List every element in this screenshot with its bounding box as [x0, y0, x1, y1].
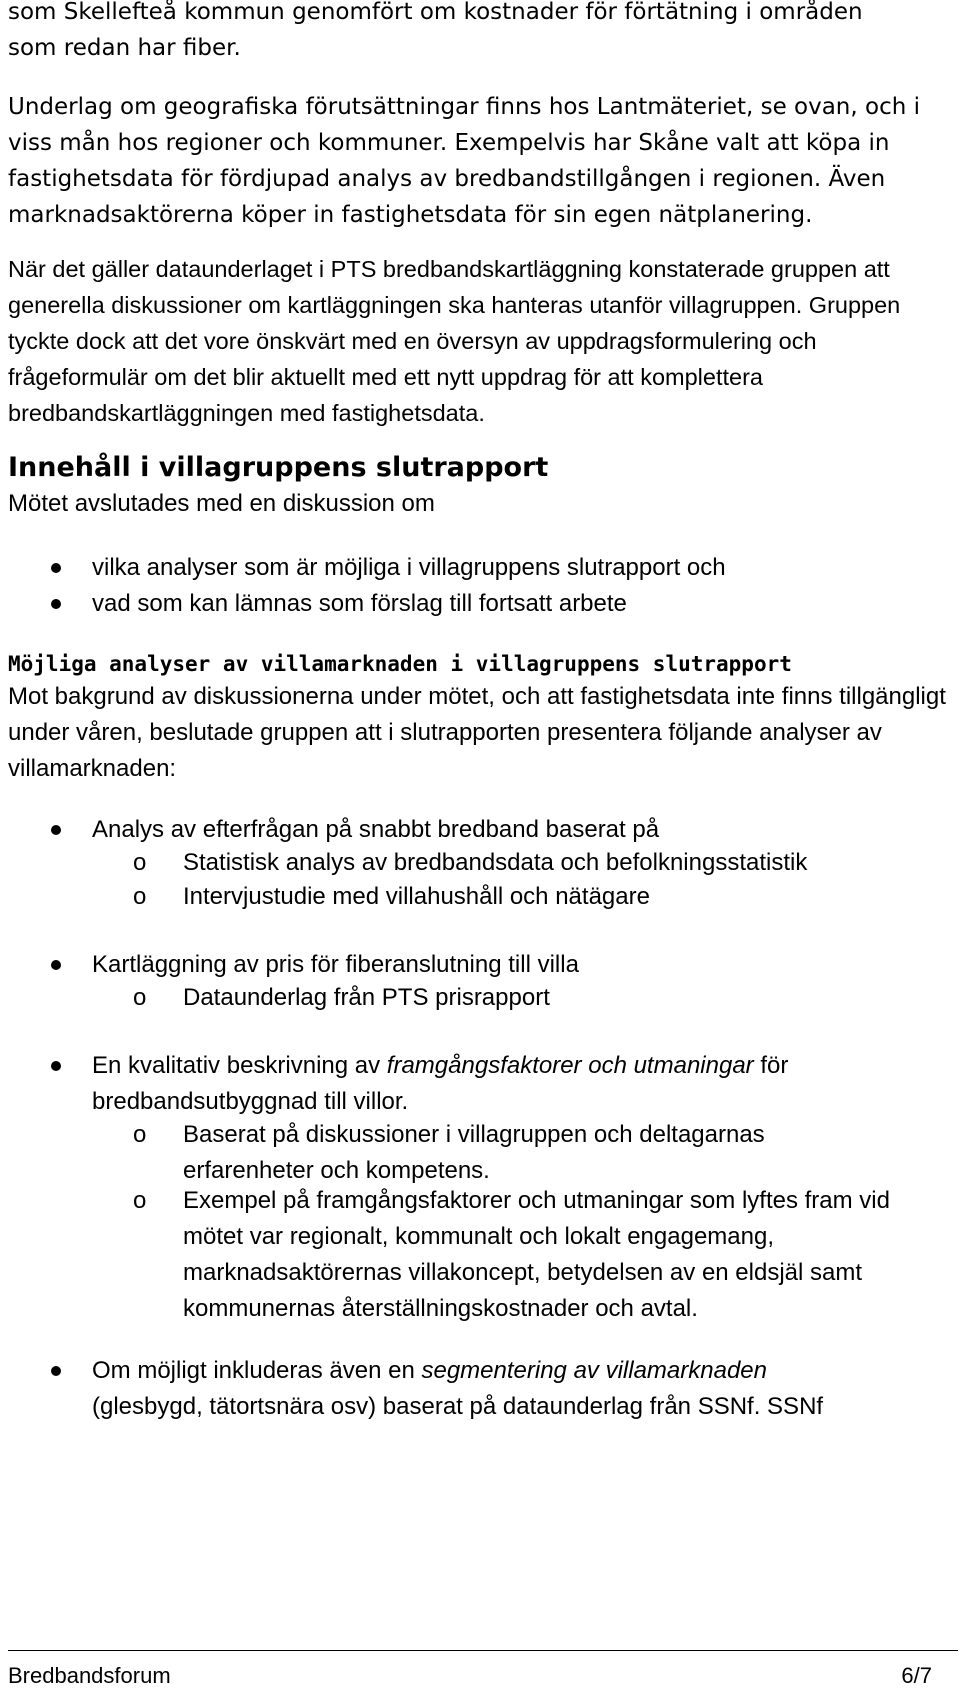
analysis-item: Analys av efterfrågan på snabbt bredband baserat på: [92, 816, 660, 843]
analysis-subitem: Intervjustudie med villahushåll och nätägare: [183, 883, 650, 910]
page-number: 6/7: [901, 1663, 932, 1688]
footer-rule: [8, 1650, 958, 1651]
bullet-dot: [51, 1366, 61, 1376]
item-emphasis: framgångsfaktorer och utmaningar: [386, 1052, 754, 1079]
analysis-item: [92, 1048, 952, 1120]
sub-bullet-marker: o: [133, 1187, 147, 1214]
analysis-item: [92, 1353, 882, 1425]
analysis-intro: Mot bakgrund av diskussionerna under mötet, och att fastighetsdata inte finns tillgängligt under våren, beslutade gruppen att i slutrapporten presentera följande analyser av villamarknaden:: [8, 683, 946, 782]
item-text: för bredbandsutbyggnad till villor.: [92, 1052, 789, 1115]
item-text: En kvalitativ beskrivning av: [92, 1052, 387, 1079]
paragraph-pts: När det gäller dataunderlaget i PTS bredbandskartläggning konstaterade gruppen att generella diskussioner om kartläggningen ska hanteras utanför villagruppen. Gruppen tyckte dock att det vore önskvärt med en översyn av uppdragsformulering och frågeformulär om det blir aktuellt med ett nytt uppdrag för att komplettera bredbandskartläggningen med fastighetsdata.: [8, 256, 901, 426]
sub-bullet-marker: o: [133, 1121, 147, 1148]
sub-bullet-marker: o: [133, 883, 147, 910]
paragraph-underlag: Underlag om geografiska förutsättningar finns hos Lantmäteriet, se ovan, och i viss mån hos regioner och kommuner. Exempelvis har Skåne valt att köpa in fastighetsdata för fördjupad analys av bredbandstillgången i regionen. Även marknadsaktörerna köper in fastighetsdata för sin egen nätplanering.: [8, 94, 921, 228]
analysis-subitem: Dataunderlag från PTS prisrapport: [183, 984, 550, 1011]
discussion-item: vilka analyser som är möjliga i villagruppens slutrapport och: [92, 554, 726, 581]
bullet-dot: [51, 599, 61, 609]
sub-bullet-marker: o: [133, 849, 147, 876]
paragraph-line: som Skellefteå kommun genomfört om kostnader för förtätning i områden: [8, 0, 863, 25]
bullet-dot: [51, 1061, 61, 1071]
bullet-dot: [51, 563, 61, 573]
paragraph-line: som redan har fiber.: [8, 35, 241, 61]
item-text: (glesbygd, tätortsnära osv) baserat på dataunderlag från SSNf. SSNf: [92, 1393, 824, 1420]
analysis-subitem: Baserat på diskussioner i villagruppen och deltagarnas erfarenheter och kompetens.: [183, 1121, 765, 1184]
analysis-subitem: Exempel på framgångsfaktorer och utmaningar som lyftes fram vid mötet var regionalt, kommunalt och lokalt engagemang, marknadsaktörernas villakoncept, betydelsen av en eldsjäl samt kommunernas återställningskostnader och avtal.: [183, 1187, 890, 1322]
analysis-subitem: Statistisk analys av bredbandsdata och befolkningsstatistik: [183, 849, 808, 876]
item-emphasis: segmentering av villamarknaden: [421, 1357, 767, 1384]
bullet-dot: [51, 960, 61, 970]
intro-text: Mötet avslutades med en diskussion om: [8, 490, 435, 517]
item-text: Om möjligt inkluderas även en: [92, 1357, 422, 1384]
footer-title: Bredbandsforum: [8, 1663, 171, 1688]
subheading: Möjliga analyser av villamarknaden i villagruppens slutrapport: [8, 652, 792, 676]
discussion-item: vad som kan lämnas som förslag till fortsatt arbete: [92, 590, 627, 617]
analysis-item: Kartläggning av pris för fiberanslutning till villa: [92, 951, 579, 978]
section-heading: Innehåll i villagruppens slutrapport: [8, 452, 549, 483]
bullet-dot: [51, 825, 61, 835]
sub-bullet-marker: o: [133, 984, 147, 1011]
